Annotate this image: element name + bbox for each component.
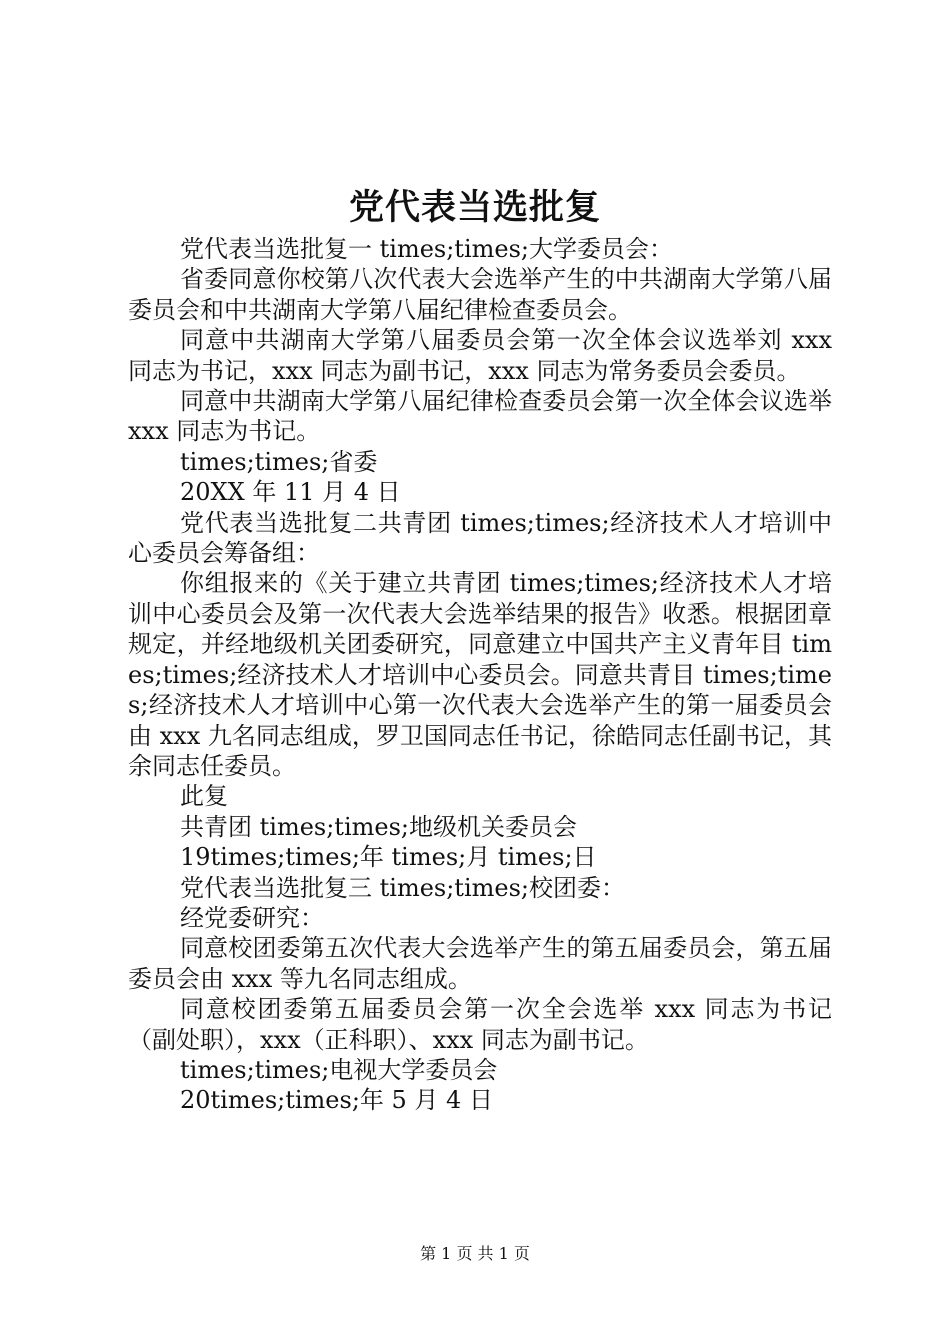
document-body	[128, 234, 832, 1116]
document-title: 党代表当选批复	[348, 187, 601, 228]
paragraph: 你组报来的《关于建立共青团 times;times;经济技术人才培训中心委员会及第一次代表大会选举结果的报告》收悉。根据团章规定，并经地级机关团委研究，同意建立中国共产主义青年目 times;times;经济技术人才培训中心委员会。同意共青目 times;times;经济技术人才培训中心第一次代表大会选举产生的第一届委员会由 xxx 九名同志组成，罗卫国同志任书记，徐皓同志任副书记，其余同志任委员。	[128, 569, 832, 780]
paragraph: 同意校团委第五次代表大会选举产生的第五届委员会，第五届委员会由 xxx 等九名同志组成。	[128, 934, 832, 993]
paragraph: 党代表当选批复二共青团 times;times;经济技术人才培训中心委员会筹备组：	[128, 508, 832, 568]
paragraph: 19times;times;年 times;月 times;日	[180, 843, 597, 872]
paragraph: times;times;省委	[180, 447, 378, 476]
paragraph: times;times;电视大学委员会	[180, 1055, 498, 1084]
paragraph: 党代表当选批复一 times;times;大学委员会：	[180, 235, 673, 263]
paragraph: 20times;times;年 5 月 4 日	[180, 1086, 493, 1115]
paragraph: 省委同意你校第八次代表大会选举产生的中共湖南大学第八届委员会和中共湖南大学第八届纪律检查委员会。	[128, 265, 832, 324]
paragraph: 同意校团委第五届委员会第一次全会选举 xxx 同志为书记（副处职），xxx（正科职）、xxx 同志为副书记。	[128, 995, 832, 1054]
paragraph: 20XX 年 11 月 4 日	[180, 478, 401, 507]
paragraph: 此复	[180, 782, 228, 811]
paragraph: 党代表当选批复三 times;times;校团委：	[180, 873, 625, 902]
paragraph: 同意中共湖南大学第八届纪律检查委员会第一次全体会议选举 xxx 同志为书记。	[128, 387, 832, 446]
paragraph: 同意中共湖南大学第八届委员会第一次全体会议选举刘 xxx 同志为书记，xxx 同志为副书记，xxx 同志为常务委员会委员。	[128, 326, 832, 385]
paragraph: 共青团 times;times;地级机关委员会	[180, 812, 577, 841]
paragraph: 经党委研究：	[180, 903, 324, 932]
page-footer: 第 1 页 共 1 页	[420, 1244, 530, 1263]
